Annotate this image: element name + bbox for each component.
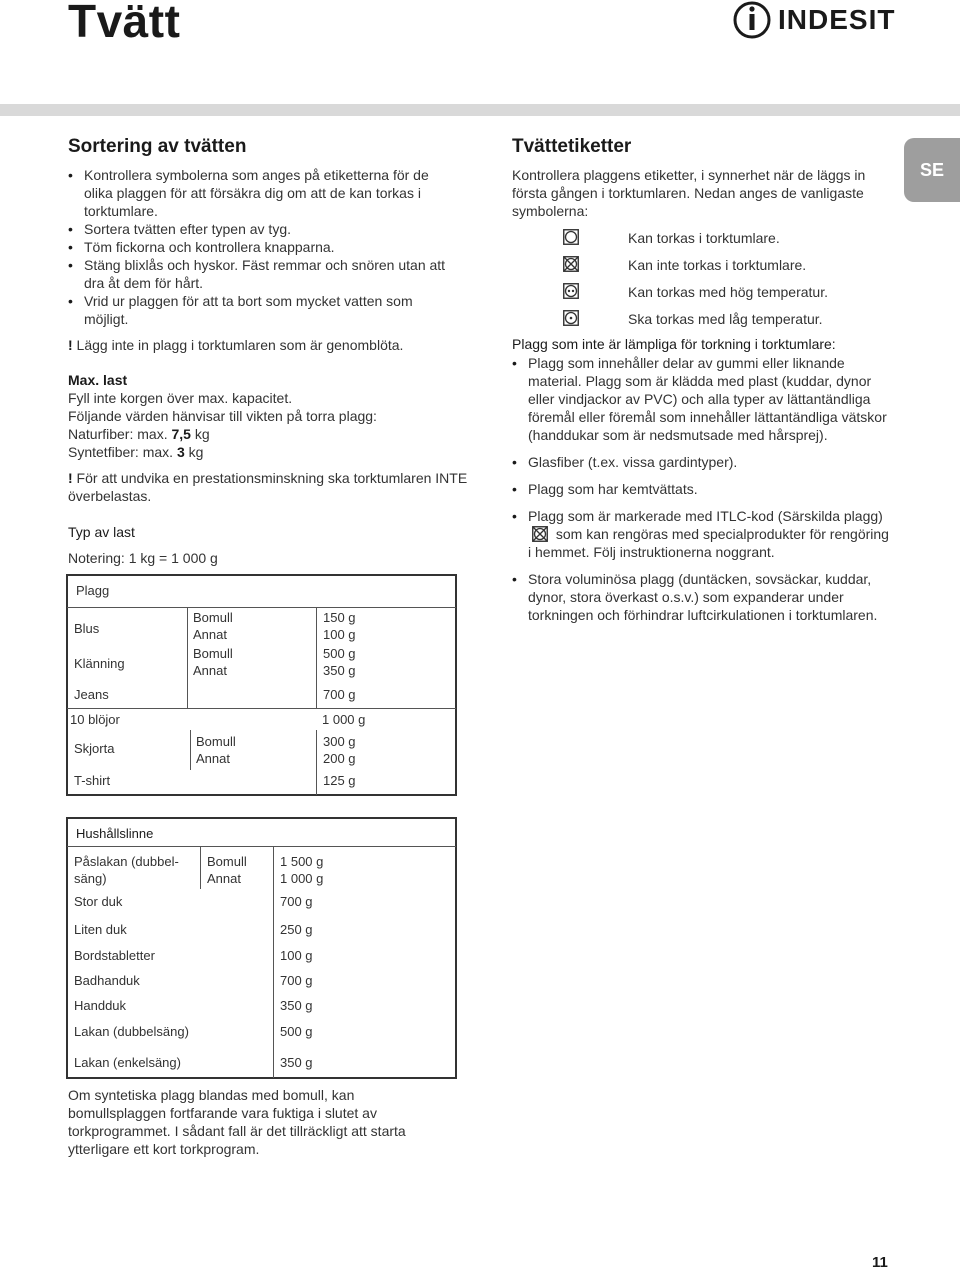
table-row-fabric: Annat (193, 663, 227, 678)
max-load-block (68, 371, 468, 461)
table-row-weight: 125 g (323, 773, 356, 788)
table-row-fabric: Bomull (207, 854, 247, 869)
table-row-weight: 350 g (280, 1055, 313, 1070)
tumble-dry-ok-icon (563, 229, 579, 245)
table-row-item: Bordstabletter (74, 948, 155, 963)
unsuitable-heading: Plagg som inte är lämpliga för torkning i torktumlare: (512, 336, 836, 352)
tumble-dry-low-icon (563, 310, 579, 326)
sorting-heading: Sortering av tvätten (68, 136, 247, 157)
table-row-item: Klänning (74, 656, 125, 671)
page-title: Tvätt (68, 0, 181, 47)
warning-mark: ! (68, 337, 73, 353)
itlc-no-tumble-dry-icon (532, 526, 548, 542)
table-row-item: 10 blöjor (70, 712, 120, 727)
warning-wet (68, 336, 458, 354)
max-line-1: Fyll inte korgen över max. kapacitet. (68, 390, 293, 406)
table-row-item: säng) (74, 871, 107, 886)
table-row-weight: 700 g (323, 687, 356, 702)
sorting-item: • Stäng blixlås och hyskor. Fäst remmar och snören utan att dra åt dem för hårt. (68, 256, 448, 292)
garments-table-header: Plagg (76, 583, 110, 598)
table-row-fabric: Bomull (196, 734, 236, 749)
footnote: Om syntetiska plagg blandas med bomull, kan bomullsplaggen fortfarande vara fuktiga i slutet av torkprogrammet. I sådant fall är det tillräckligt att starta ytterligare ett kort torkprogram. (68, 1087, 406, 1157)
indesit-logo-icon (732, 0, 772, 40)
table-row-weight: 500 g (280, 1024, 313, 1039)
brand-logo (732, 0, 895, 40)
table-row-weight: 100 g (323, 627, 356, 642)
table-row-weight: 350 g (280, 998, 313, 1013)
load-type-heading: Typ av last (68, 524, 135, 540)
table-row-weight: 1 500 g (280, 854, 324, 869)
table-row-weight: 350 g (323, 663, 356, 678)
itlc-text-after: som kan rengöras med specialprodukter för rengöring i hemmet. Följ instruktionerna noggrant. (528, 526, 889, 560)
tumble-dry-high-icon (563, 283, 579, 299)
table-row-weight: 200 g (323, 751, 356, 766)
sorting-item: • Töm fickorna och kontrollera knapparna. (68, 238, 448, 256)
care-symbol-label: Kan torkas med hög temperatur. (628, 284, 828, 300)
table-row-fabric: Annat (193, 627, 227, 642)
table-row-weight: 1 000 g (322, 712, 366, 727)
warning-text: För att undvika en prestationsminskning ska torktumlaren INTE överbelastas. (68, 470, 468, 504)
unsuitable-item-itlc (512, 507, 892, 561)
table-row-weight: 100 g (280, 948, 313, 963)
table-row-item: Liten duk (74, 922, 127, 937)
table-row-weight: 1 000 g (280, 871, 324, 886)
table-row-item: Blus (74, 621, 100, 636)
care-symbol-label: Kan inte torkas i torktumlare. (628, 257, 807, 273)
table-row-weight: 250 g (280, 922, 313, 937)
sorting-item: • Kontrollera symbolerna som anges på etiketterna för de olika plaggen för att försäkra dig om att de kan torkas i torktumlare. (68, 166, 448, 220)
care-labels-intro: Kontrollera plaggens etiketter, i synnerhet när de läggs in första gången i torktumlaren. Nedan anges de vanligaste symbolerna: (512, 167, 866, 219)
table-row-item: Stor duk (74, 894, 123, 909)
no-tumble-dry-icon (563, 256, 579, 272)
table-row-item: Handduk (74, 998, 127, 1013)
natural-fiber-max: Naturfiber: max. 7,5 kg (68, 426, 210, 442)
table-row-item: Lakan (dubbelsäng) (74, 1024, 189, 1039)
table-row-weight: 150 g (323, 610, 356, 625)
max-load-heading: Max. last (68, 372, 128, 388)
care-symbol-label: Kan torkas i torktumlare. (628, 230, 780, 246)
language-tab: SE (904, 138, 960, 202)
unit-note: Notering: 1 kg = 1 000 g (68, 550, 218, 566)
max-line-2: Följande värden hänvisar till vikten på torra plagg: (68, 408, 377, 424)
sorting-item: • Sortera tvätten efter typen av tyg. (68, 220, 448, 238)
warning-mark: ! (68, 470, 73, 486)
sorting-list (68, 166, 448, 328)
warning-overload (68, 469, 468, 505)
table-row-item: Jeans (74, 687, 109, 702)
linen-table-header: Hushållslinne (76, 826, 154, 841)
table-row-weight: 700 g (280, 894, 313, 909)
brand-name: INDESIT (778, 4, 896, 35)
synthetic-fiber-max: Syntetfiber: max. 3 kg (68, 444, 204, 460)
care-symbol-label: Ska torkas med låg temperatur. (628, 311, 823, 327)
unsuitable-list (512, 354, 892, 633)
table-row-item: T-shirt (74, 773, 111, 788)
table-row-fabric: Bomull (193, 646, 233, 661)
itlc-text-before: Plagg som är markerade med ITLC-kod (Särskilda plagg) (528, 508, 883, 524)
table-row-fabric: Bomull (193, 610, 233, 625)
table-row-fabric: Annat (207, 871, 241, 886)
warning-text: Lägg inte in plagg i torktumlaren som är genomblöta. (72, 337, 404, 353)
table-row-weight: 500 g (323, 646, 356, 661)
unsuitable-item: • Plagg som innehåller delar av gummi eller liknande material. Plagg som är klädda med plast (kuddar, dynor eller vindjackor av PVC) och alla typer av lättantändliga föremål eller föremål som innehåller lättantändliga vätskor (handdukar som är nedsmutsade med hårsprej). (512, 354, 892, 444)
table-row-item: Påslakan (dubbel- (74, 854, 179, 869)
table-row-item: Badhanduk (74, 973, 140, 988)
table-row-weight: 300 g (323, 734, 356, 749)
unsuitable-item: • Plagg som har kemtvättats. (512, 480, 892, 498)
table-row-weight: 700 g (280, 973, 313, 988)
page-number: 11 (872, 1254, 888, 1271)
table-row-item: Skjorta (74, 741, 115, 756)
care-labels-heading: Tvättetiketter (512, 136, 632, 157)
unsuitable-item: • Glasfiber (t.ex. vissa gardintyper). (512, 453, 892, 471)
header-band (0, 104, 960, 116)
unsuitable-item: • Stora voluminösa plagg (duntäcken, sovsäckar, kuddar, dynor, stora överkast o.s.v.) som expanderar under torkningen och förhindrar luftcirkulationen i torktumlaren. (512, 570, 892, 624)
table-row-item: Lakan (enkelsäng) (74, 1055, 181, 1070)
sorting-item: • Vrid ur plaggen för att ta bort som mycket vatten som möjligt. (68, 292, 448, 328)
table-row-fabric: Annat (196, 751, 230, 766)
